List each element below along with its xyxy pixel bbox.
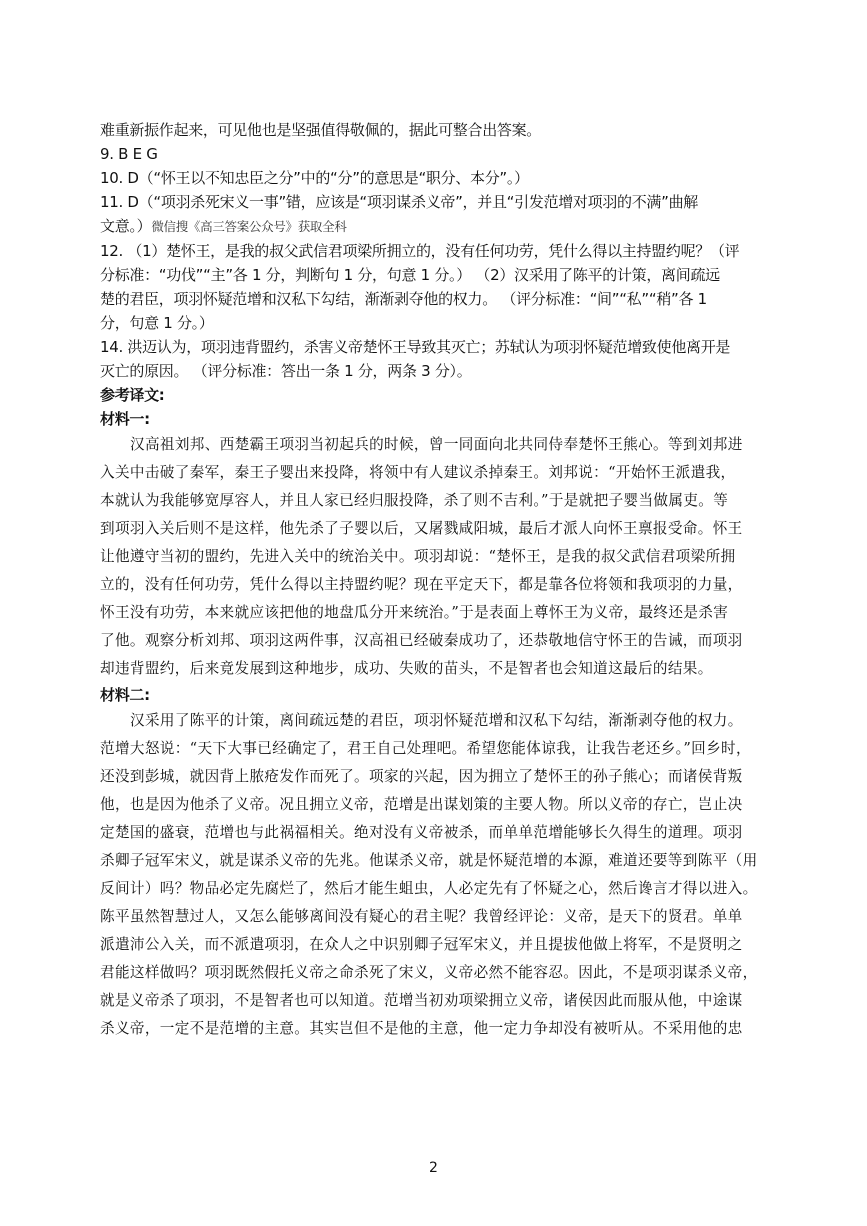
- translation-line: 了他。观察分析刘邦、项羽这两件事，汉高祖已经破秦成功了，还恭敬地信守怀王的告诫，而项羽: [100, 632, 743, 649]
- wechat-note: 微信搜《高三答案公众号》获取全科: [151, 219, 347, 234]
- translation-line: 让他遵守当初的盟约，先进入关中的统治关中。项羽却说：“楚怀王，是我的叔父武信君项梁所拥: [100, 548, 736, 565]
- translation-line: 杀卿子冠军宋义，就是谋杀义帝的先兆。他谋杀义帝，就是怀疑范增的本源，难道还要等到陈平（用: [100, 852, 758, 869]
- translation-line: 到项羽入关后则不是这样，他先杀了子婴以后，又屠戮咸阳城，最后才派人向怀王禀报受命。怀王: [100, 520, 743, 537]
- translation-line: 他，也是因为他杀了义帝。况且拥立义帝，范增是出谋划策的主要人物。所以义帝的存亡，岂止决: [100, 796, 743, 813]
- answer-q12-line3: 楚的君臣，项羽怀疑范增和汉私下勾结，渐渐剥夺他的权力。 （评分标准：“间”“私”“稍”各 1: [100, 290, 707, 308]
- translation-line: 还没到彭城，就因背上脓疮发作而死了。项家的兴起，因为拥立了楚怀王的孙子熊心；而诸侯背叛: [100, 768, 743, 785]
- translation-line: 君能这样做吗？项羽既然假托义帝之命杀死了宋义，义帝必然不能容忍。因此，不是项羽谋杀义帝，: [100, 964, 758, 981]
- material-two-heading: 材料二:: [100, 686, 150, 704]
- answer-q11-text: 文意。）: [100, 217, 152, 235]
- translation-line: 立的，没有任何功劳，凭什么得以主持盟约呢？现在平定天下，都是靠各位将领和我项羽的力量，: [100, 576, 743, 593]
- translation-line: 派遣沛公入关，而不派遣项羽，在众人之中识别卿子冠军宋义，并且提拔他做上将军，不是贤明之: [100, 936, 743, 953]
- translation-line: 陈平虽然智慧过人，又怎么能够离间没有疑心的君主呢？我曾经评论：义帝，是天下的贤君。单单: [100, 908, 743, 925]
- translation-line: 本就认为我能够宽厚容人，并且人家已经归服投降，杀了则不吉利。”于是就把子婴当做属吏。等: [100, 492, 729, 509]
- answer-q12-line1: 12. （1）楚怀王，是我的叔父武信君项梁所拥立的，没有任何功劳，凭什么得以主持盟约呢？（评: [100, 242, 740, 260]
- page-content: [100, 118, 770, 1043]
- translation-line: 汉采用了陈平的计策，离间疏远楚的君臣，项羽怀疑范增和汉私下勾结，渐渐剥夺他的权力。: [130, 712, 743, 729]
- translation-line: 却违背盟约，后来竟发展到这种地步，成功、失败的苗头，不是智者也会知道这最后的结果。: [100, 660, 713, 677]
- answer-q9: 9. B E G: [100, 145, 158, 163]
- page-number: 2: [429, 1160, 438, 1176]
- translation-line: 定楚国的盛衰，范增也与此祸福相关。绝对没有义帝被杀，而单单范增能够长久得生的道理。项羽: [100, 824, 743, 841]
- translation-line: 范增大怒说：“天下大事已经确定了，君王自己处理吧。希望您能体谅我，让我告老还乡。”回乡时，: [100, 740, 751, 757]
- answer-q14-line1: 14. 洪迈认为，项羽违背盟约，杀害义帝楚怀王导致其灭亡；苏轼认为项羽怀疑范增致使他离开是: [100, 338, 731, 356]
- answer-q10: 10. D（“怀王以不知忠臣之分”中的“分”的意思是“职分、本分”。）: [100, 169, 529, 187]
- translation-line: 怀王没有功劳，本来就应该把他的地盘瓜分开来统治。”于是表面上尊怀王为义帝，最终还是杀害: [100, 604, 729, 621]
- translation-line: 入关中击破了秦军，秦王子婴出来投降，将领中有人建议杀掉秦王。刘邦说：“开始怀王派遣我，: [100, 464, 736, 481]
- answer-q11-line2: [100, 214, 770, 239]
- material-two-text: [100, 707, 770, 1043]
- answer-q14-line2: 灭亡的原因。 （评分标准：答出一条 1 分，两条 3 分）。: [100, 362, 472, 380]
- answer-section: [100, 118, 770, 431]
- answer-q12-line2: 分标准：“功伐”“主”各 1 分，判断句 1 分，句意 1 分。） （2）汉采用了陈平的计策，离间疏远: [100, 266, 720, 284]
- translation-line: 汉高祖刘邦、西楚霸王项羽当初起兵的时候，曾一同面向北共同侍奉楚怀王熊心。等到刘邦进: [130, 436, 743, 453]
- translation-line: 就是义帝杀了项羽，不是智者也可以知道。范增当初劝项梁拥立义帝，诸侯因此而服从他，中途谋: [100, 992, 743, 1009]
- translation-line: 杀义帝，一定不是范增的主意。其实岂但不是他的主意，他一定力争却没有被听从。不采用他的忠: [100, 1020, 743, 1037]
- translation-line: 反间计）吗？物品必定先腐烂了，然后才能生蛆虫，人必定先有了怀疑之心，然后谗言才得以进入。: [100, 880, 758, 897]
- answer-q12-line4: 分，句意 1 分。）: [100, 314, 214, 332]
- material-two-heading-wrap: [100, 683, 770, 707]
- answer-line: 难重新振作起来，可见他也是坚强值得敬佩的，据此可整合出答案。: [100, 121, 542, 139]
- answer-q11-line1: 11. D（“项羽杀死宋义一事”错，应该是“项羽谋杀义帝”，并且“引发范增对项羽的不满”曲解: [100, 193, 699, 211]
- material-one-text: [100, 431, 770, 683]
- material-one-heading: 材料一:: [100, 410, 150, 428]
- translation-heading: 参考译文:: [100, 386, 165, 404]
